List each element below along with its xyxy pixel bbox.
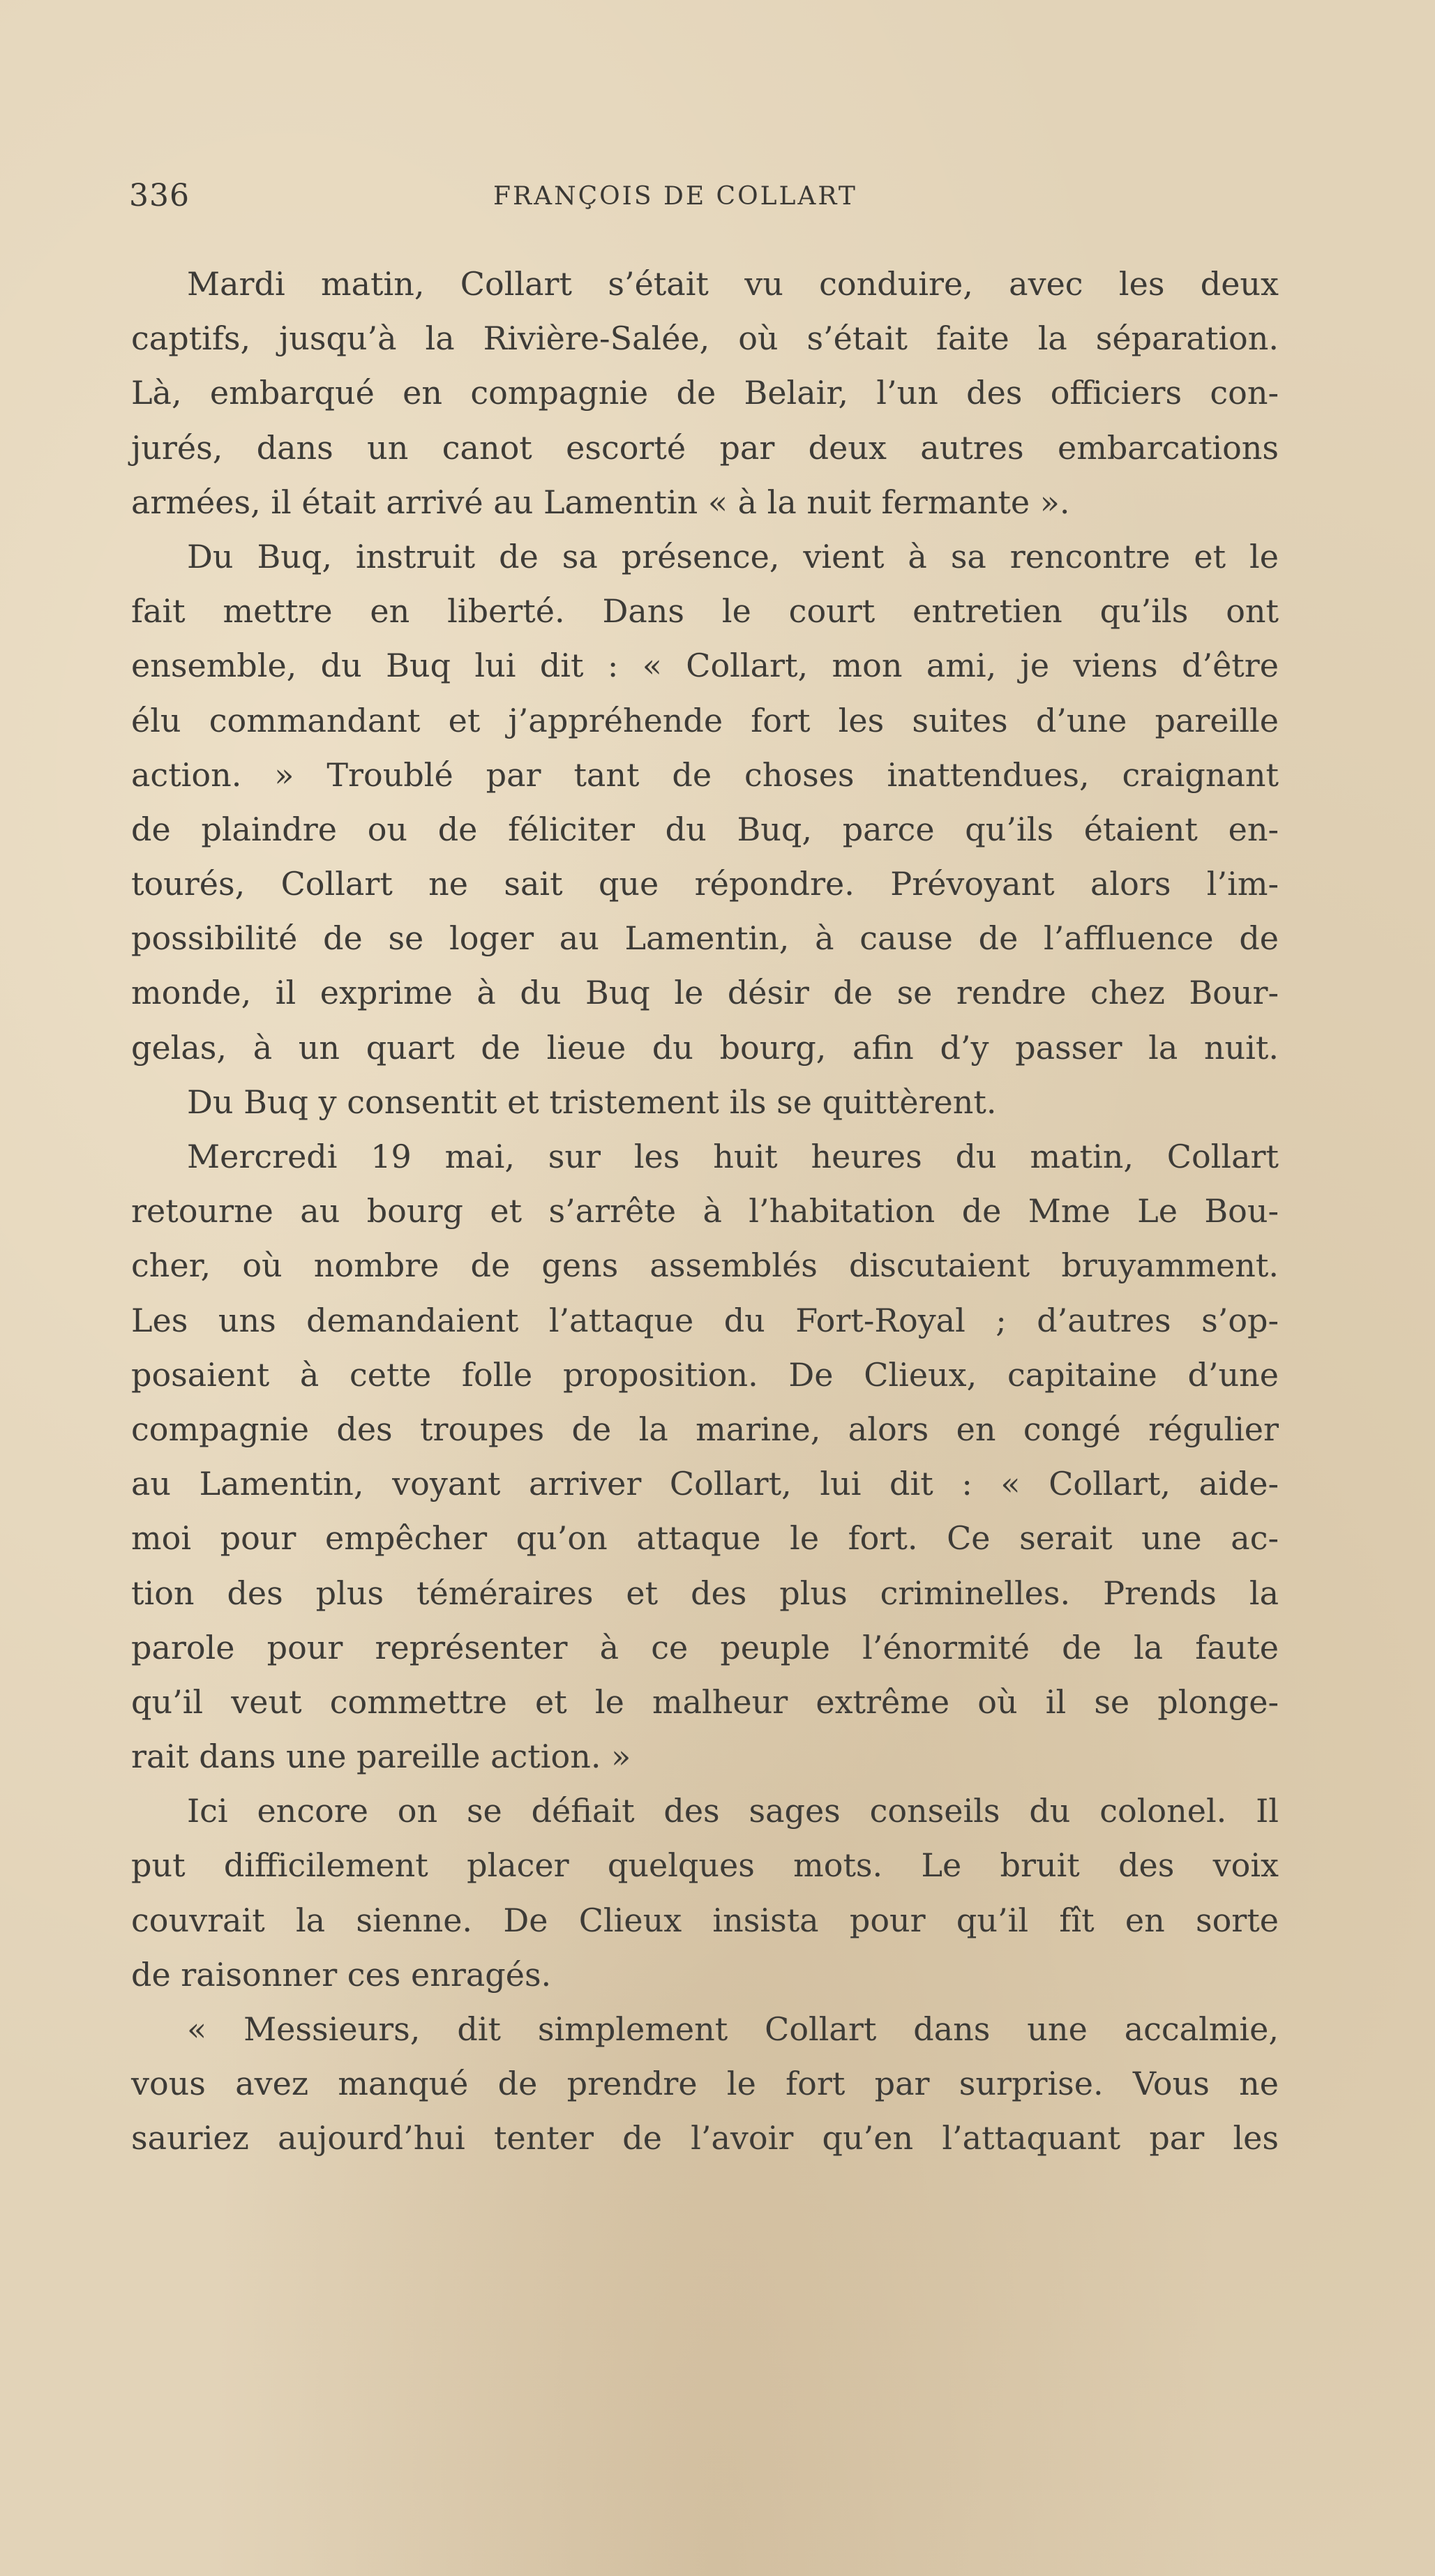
text-line: de raisonner ces enragés. — [131, 1955, 552, 1994]
text-line: fait mettre en liberté. Dans le court entretien qu’ils ont — [131, 592, 1279, 631]
text-line: jurés, dans un canot escorté par deux autres embarcations — [131, 428, 1279, 467]
text-line: sauriez aujourd’hui tenter de l’avoir qu’en l’attaquant par les — [131, 2119, 1279, 2157]
text-line: qu’il veut commettre et le malheur extrême où il se plonge- — [131, 1682, 1279, 1721]
text-line: parole pour représenter à ce peuple l’énormité de la faute — [131, 1628, 1279, 1666]
text-line: Les uns demandaient l’attaque du Fort-Royal ; d’autres s’op- — [131, 1301, 1279, 1339]
page-number: 336 — [129, 178, 190, 213]
text-line: ensemble, du Buq lui dit : « Collart, mon ami, je viens d’être — [131, 647, 1279, 685]
text-line: au Lamentin, voyant arriver Collart, lui dit : « Collart, aide- — [131, 1465, 1279, 1503]
text-line: tion des plus téméraires et des plus criminelles. Prends la — [131, 1574, 1279, 1612]
text-line: put difficilement placer quelques mots. Le bruit des voix — [131, 1846, 1279, 1885]
text-line: monde, il exprime à du Buq le désir de se rendre chez Bour- — [131, 974, 1279, 1012]
text-line: Mardi matin, Collart s’était vu conduire, avec les deux — [187, 265, 1279, 303]
page-header — [129, 178, 1273, 220]
text-line: compagnie des troupes de la marine, alors en congé régulier — [131, 1410, 1279, 1448]
text-line: couvrait la sienne. De Clieux insista pour qu’il fît en sorte — [131, 1901, 1279, 1939]
text-line: tourés, Collart ne sait que répondre. Prévoyant alors l’im- — [131, 865, 1279, 903]
text-line: action. » Troublé par tant de choses inattendues, craignant — [131, 755, 1279, 794]
running-title: FRANÇOIS DE COLLART — [493, 182, 857, 211]
text-line: retourne au bourg et s’arrête à l’habitation de Mme Le Bou- — [131, 1192, 1279, 1230]
text-line: possibilité de se loger au Lamentin, à cause de l’affluence de — [131, 919, 1279, 958]
text-line: vous avez manqué de prendre le fort par surprise. Vous ne — [131, 2065, 1279, 2103]
text-line: élu commandant et j’appréhende fort les suites d’une pareille — [131, 701, 1279, 739]
text-line: rait dans une pareille action. » — [131, 1738, 631, 1776]
text-line: « Messieurs, dit simplement Collart dans une accalmie, — [187, 2010, 1279, 2048]
text-line: Mercredi 19 mai, sur les huit heures du matin, Collart — [187, 1138, 1279, 1175]
text-line: Du Buq, instruit de sa présence, vient à sa rencontre et le — [187, 537, 1279, 575]
text-line: Là, embarqué en compagnie de Belair, l’un des officiers con- — [131, 374, 1279, 412]
body-text — [131, 257, 1279, 2166]
text-line: Du Buq y consentit et tristement ils se quittèrent. — [187, 1083, 997, 1121]
text-line: captifs, jusqu’à la Rivière-Salée, où s’était faite la séparation. — [131, 319, 1279, 358]
text-line: de plaindre ou de féliciter du Buq, parce qu’ils étaient en- — [131, 810, 1279, 848]
text-line: armées, il était arrivé au Lamentin « à la nuit fermante ». — [131, 483, 1070, 521]
text-line: gelas, à un quart de lieue du bourg, afin d’y passer la nuit. — [131, 1028, 1279, 1067]
text-line: posaient à cette folle proposition. De Clieux, capitaine d’une — [131, 1355, 1279, 1394]
text-line: moi pour empêcher qu’on attaque le fort. Ce serait une ac- — [131, 1519, 1279, 1558]
text-line: Ici encore on se défiait des sages conseils du colonel. Il — [187, 1792, 1279, 1830]
text-line: cher, où nombre de gens assemblés discutaient bruyamment. — [131, 1246, 1279, 1285]
